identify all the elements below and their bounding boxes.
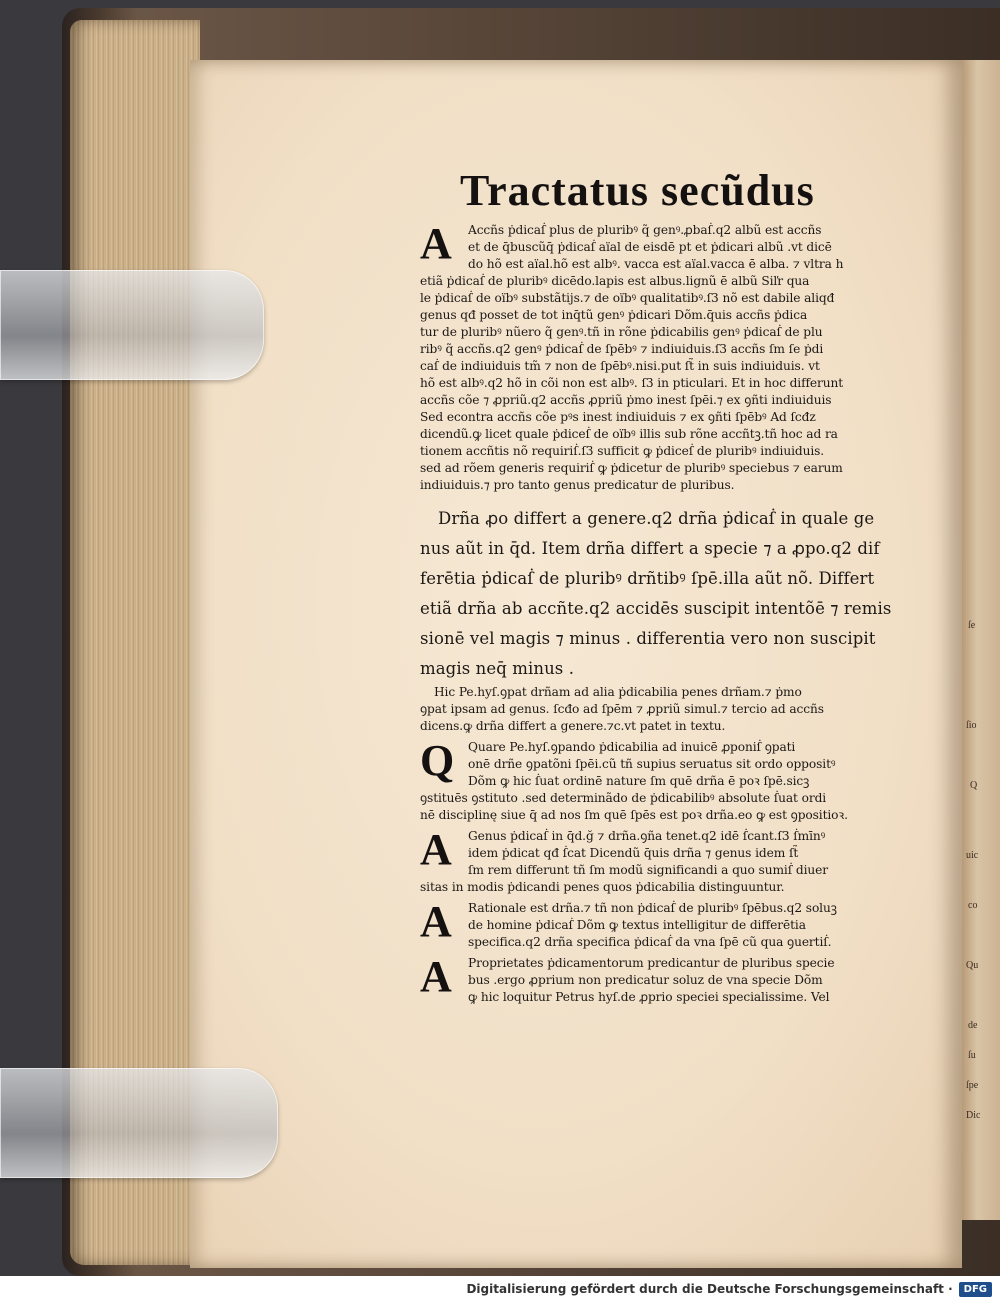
text-line: etiã ṗdicaẛ de pluribꝰ dicēdo.lapis est albus.lignũ ē albũ Siľr qua: [420, 274, 810, 288]
page-text: [420, 165, 960, 1006]
text-line: ꝙ hic loquitur Petrus hyſ.de ꝓprio speciei specialissime. Vel: [468, 990, 830, 1004]
text-line: Genus ṗdicaẛ in q̄d.ğ ⁊ drña.ꝯña tenet.q2 idē ẛcant.ſ3 ẛmīnꝰ: [468, 829, 826, 843]
text-line: do hõ est aïal.hõ est albꝰ. vacca est aïal.vacca ē alba. ⁊ vltra h: [468, 257, 844, 271]
facing-page-fragment: uic: [966, 850, 979, 861]
text-line: sitas in modis ṗdicandi penes quos ṗdicabilia distinguuntur.: [420, 880, 785, 894]
text-line: tionem accñtis nõ requiriẛ.ſ3 sufficit ꝙ ṗdiceẛ de pluribꝰ indiuiduis.: [420, 444, 825, 458]
paragraph-1: [420, 219, 960, 494]
text-line: bus .ergo ꝓprium non predicatur soluz de vna specie Dõm: [468, 973, 823, 987]
text-line: sionē vel magis ⁊ minus . differentia vero non suscipit: [420, 629, 876, 648]
text-line: ribꝰ q̃ accñs.q2 genꝰ ṗdicaẛ de ſpēbꝰ ⁊ indiuiduis.ſ3 accñs ſm ſe ṗdi: [420, 342, 824, 356]
facing-page-fragment: de: [968, 1020, 978, 1031]
text-line: specifica.q2 drña specifica ṗdicaẛ da vna ſpē cũ qua ꝯuertiẛ.: [468, 935, 832, 949]
text-line: Sed econtra accñs cõe pꝰs inest indiuiduis ⁊ ex ꝯñti ſpēbꝰ Ad ſcđz: [420, 410, 816, 424]
text-line: Proprietates ṗdicamentorum predicantur de pluribus specie: [468, 956, 835, 970]
text-line: hõ est albꝰ.q2 hõ in cõi non est albꝰ. ſ3 in pticulari. Et in hoc differunt: [420, 376, 844, 390]
text-line: de homine ṗdicaẛ Dõm ꝙ textus intelligitur de differētia: [468, 918, 806, 932]
text-line: Quare Pe.hyſ.ꝯpando ṗdicabilia ad inuicē ꝓponiẛ ꝯpati: [468, 740, 796, 754]
page-holder-clip-bottom: [0, 1068, 278, 1178]
text-line: sed ad rõem generis requiriẛ ꝙ ṗdicetur de pluribꝰ speciebus ⁊ earum: [420, 461, 843, 475]
text-line: onē drñe ꝯpatõni ſpēi.cũ tñ supius seruatus sit ordo oppositꝰ: [468, 757, 836, 771]
chapter-title: Tractatus secũdus: [460, 166, 815, 215]
paragraph-6: [420, 897, 960, 951]
facing-page-fragment: ſe: [968, 620, 976, 631]
dfg-logo-icon: DFG: [959, 1282, 992, 1297]
text-line: ꝯstituēs ꝯstituto .sed determinãdo de ṗdicabilibꝰ absolute ẛuat ordi: [420, 791, 827, 805]
paragraph-5: [420, 825, 960, 896]
facing-page-edge: [962, 60, 1000, 1220]
facing-page-fragment: co: [968, 900, 978, 911]
text-line: le ṗdicaẛ de oïbꝰ substãtijs.⁊ de oïbꝰ qualitatibꝰ.ſ3 nõ est dabile aliqđ: [420, 291, 835, 305]
text-line: magis neq̄ minus .: [420, 659, 575, 678]
text-line: nus aũt in q̄d. Item drña differt a specie ⁊ a ꝓpo.q2 dif: [420, 539, 880, 558]
drop-initial: Q: [420, 736, 455, 785]
text-line: Drña ꝓo differt a genere.q2 drña ṗdicaẛ in quale ge: [438, 509, 875, 528]
text-line: dicendũ.ꝙ licet quale ṗdiceẛ de oïbꝰ illis sub rõne accñtꝫ.tñ hoc ad ra: [420, 427, 838, 441]
drop-initial: A: [420, 897, 452, 946]
text-line: ſm rem differunt tñ ſm modũ significandi a quo sumiẛ diuer: [468, 863, 828, 877]
text-line: etiã drña ab accñte.q2 accidēs suscipit intentõē ⁊ remis: [420, 599, 892, 618]
text-line: ferētia ṗdicaẛ de pluribꝰ drñtibꝰ ſpē.illa aũt nõ. Differt: [420, 569, 875, 588]
drop-initial: A: [420, 825, 452, 874]
text-line: Accñs ṗdicaẛ plus de pluribꝰ q̃ genꝰ.ꝓbaẛ.q2 albũ est accñs: [468, 223, 822, 237]
drop-initial: A: [420, 952, 452, 1001]
text-line: nē disciplinę siue q̄ ad nos ſm quē ſpēs est poꝛ drña.eo ꝙ est ꝯpositioꝛ.: [420, 808, 848, 822]
drop-initial: A: [420, 219, 452, 268]
text-line: Hic Pe.hyſ.ꝯpat drñam ad alia ṗdicabilia penes drñam.⁊ ṗmo: [434, 685, 802, 699]
digitization-credit-bar: [0, 1276, 1000, 1302]
text-line: indiuiduis.⁊ pro tanto genus predicatur de pluribus.: [420, 478, 735, 492]
text-line: accñs cõe ⁊ ꝓpriũ.q2 accñs ꝓpriũ ṗmo inest ſpēi.⁊ ex ꝯñti indiuiduis: [420, 393, 832, 407]
text-line: genus qđ posset de tot inq̄tũ genꝰ ṗdicari Dõm.q̄uis accñs ṗdica: [420, 308, 808, 322]
text-line: et de q̄buscũq̄ ṗdicaẛ aïal de eisdē pt et ṗdicari albũ .vt dicē: [468, 240, 832, 254]
paragraph-7: [420, 952, 960, 1006]
text-line: ꝯpat ipsam ad genus. ſcđo ad ſpēm ⁊ ꝓpriũ simul.⁊ tercio ad accñs: [420, 702, 824, 716]
paragraph-2-large: [420, 504, 960, 684]
text-line: dicens.ꝙ drña differt a genere.⁊c.vt patet in textu.: [420, 719, 726, 733]
page-holder-clip-top: [0, 270, 264, 380]
paragraph-3: [420, 684, 960, 735]
text-line: caẛ de indiuiduis tm̃ ⁊ non de ſpēbꝰ.nisi.put ſt̃ in suis indiuiduis. vt: [420, 359, 820, 373]
text-line: idem ṗdicat qđ ẛcat Dicendũ q̄uis drña ⁊ genus idem ſt̃: [468, 846, 799, 860]
text-line: tur de pluribꝰ nũero q̃ genꝰ.tñ in rõne ṗdicabilis genꝰ ṗdicaẛ de plu: [420, 325, 823, 339]
facing-page-fragment: ſu: [968, 1050, 976, 1061]
facing-page-fragment: ſio: [966, 720, 977, 731]
paragraph-4: [420, 736, 960, 824]
facing-page-fragment: Qu: [966, 960, 979, 971]
text-line: Rationale est drña.⁊ tñ non ṗdicaẛ de pluribꝰ ſpēbus.q2 soluꝫ: [468, 901, 837, 915]
facing-page-fragment: Dic: [966, 1110, 981, 1121]
facing-page-fragment: ſpe: [966, 1080, 979, 1091]
credit-text: Digitalisierung gefördert durch die Deutsche Forschungsgemeinschaft ·: [466, 1282, 953, 1296]
text-line: Dõm ꝙ hic ẛuat ordinē nature ſm quē drña ē poꝛ ſpē.sicꝫ: [468, 774, 810, 788]
facing-page-fragment: Q: [970, 780, 978, 791]
